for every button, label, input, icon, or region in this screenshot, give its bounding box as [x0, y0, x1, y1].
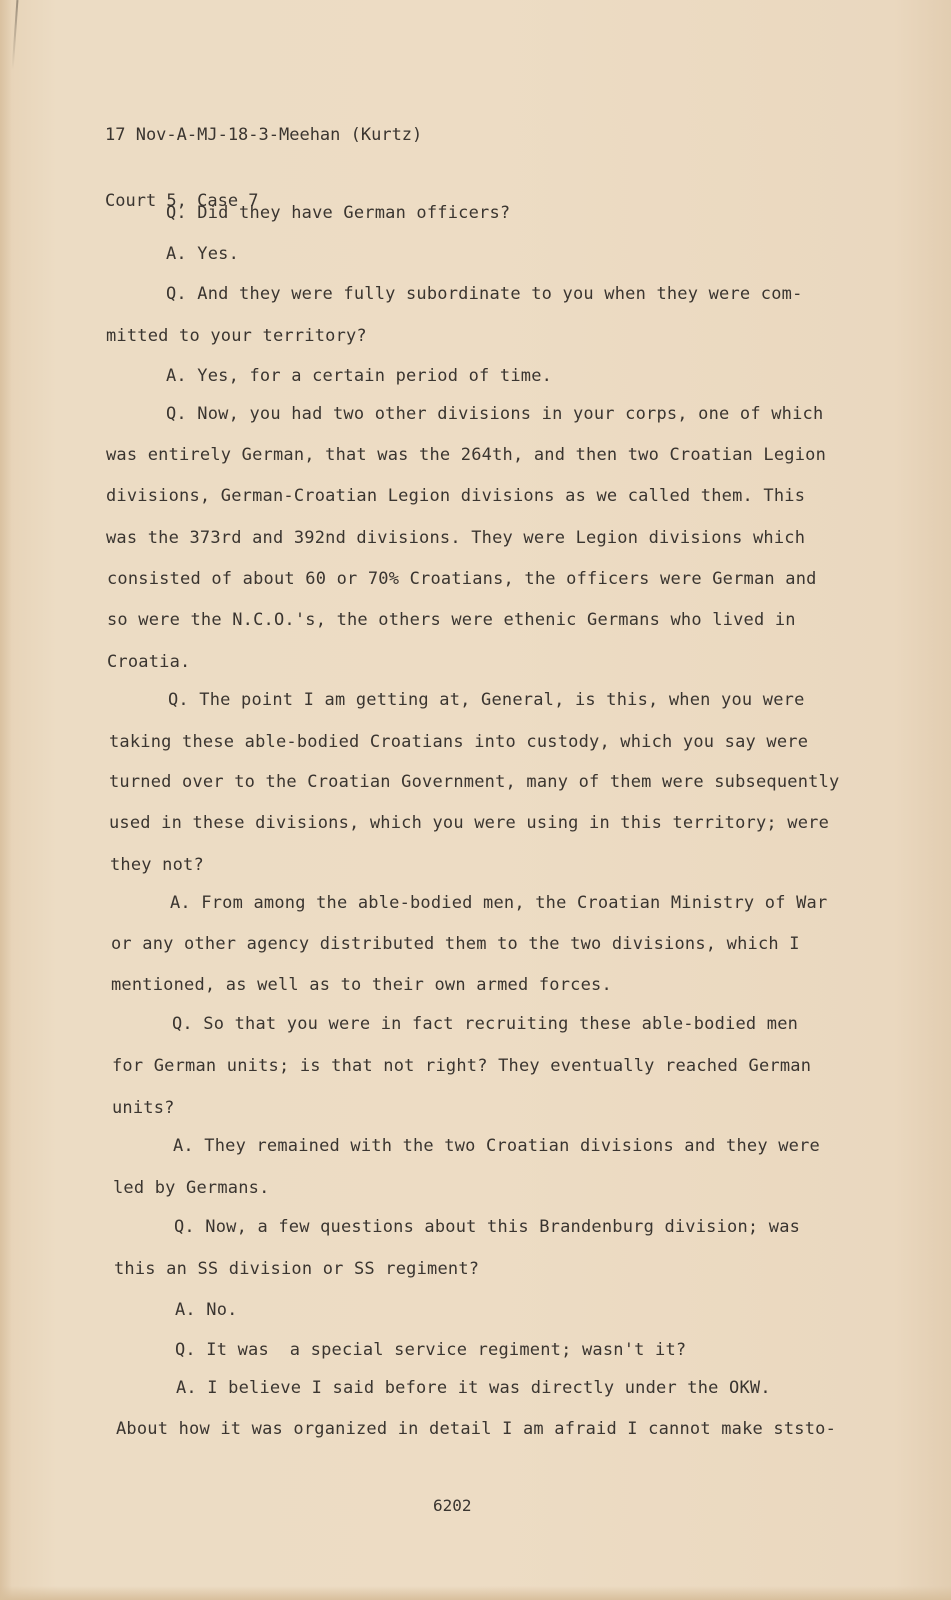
transcript-line: A. No.	[175, 1300, 238, 1320]
transcript-line: led by Germans.	[113, 1178, 270, 1198]
page-edge-shadow	[0, 0, 12, 1600]
transcript-line: was the 373rd and 392nd divisions. They were Legion divisions which	[106, 528, 806, 548]
page-number: 6202	[433, 1496, 472, 1515]
transcript-line: Q. The point I am getting at, General, is this, when you were	[168, 690, 805, 710]
transcript-line: taking these able-bodied Croatians into custody, which you say were	[109, 732, 809, 752]
transcript-line: A. They remained with the two Croatian divisions and they were	[173, 1136, 820, 1156]
transcript-line: A. From among the able-bodied men, the Croatian Ministry of War	[170, 893, 828, 913]
transcript-line: they not?	[110, 855, 204, 875]
transcript-line: used in these divisions, which you were using in this territory; were	[109, 813, 830, 833]
transcript-line: turned over to the Croatian Government, many of them were subsequently	[109, 772, 840, 792]
transcript-line: Croatia.	[107, 652, 191, 672]
transcript-line: mentioned, as well as to their own armed forces.	[111, 975, 612, 995]
page-bottom-shadow	[0, 1586, 951, 1600]
transcript-line: so were the N.C.O.'s, the others were ethenic Germans who lived in	[107, 610, 796, 630]
transcript-line: consisted of about 60 or 70% Croatians, the officers were German and	[107, 569, 817, 589]
transcript-line: Q. Now, you had two other divisions in your corps, one of which	[166, 404, 824, 424]
header-court-case: Court 5, Case 7	[105, 191, 259, 211]
transcript-line: Q. Now, a few questions about this Brandenburg division; was	[174, 1217, 801, 1237]
transcript-line: this an SS division or SS regiment?	[114, 1259, 480, 1279]
transcript-line: units?	[112, 1098, 175, 1118]
transcript-line: A. Yes, for a certain period of time.	[166, 366, 553, 386]
transcript-line: or any other agency distributed them to the two divisions, which I	[111, 934, 800, 954]
transcript-line: Q. So that you were in fact recruiting these able-bodied men	[172, 1014, 799, 1034]
header-reference: 17 Nov-A-MJ-18-3-Meehan (Kurtz)	[105, 125, 423, 145]
transcript-line: Q. Did they have German officers?	[166, 203, 511, 223]
document-header	[105, 80, 422, 256]
margin-pencil-mark	[12, 0, 19, 70]
transcript-line: mitted to your territory?	[106, 326, 367, 346]
transcript-line: About how it was organized in detail I am afraid I cannot make ststo-	[116, 1419, 837, 1439]
transcript-line: Q. And they were fully subordinate to you when they were com-	[166, 284, 803, 304]
transcript-line: Q. It was a special service regiment; wasn't it?	[175, 1340, 687, 1360]
transcript-line: A. Yes.	[166, 244, 240, 264]
transcript-line: divisions, German-Croatian Legion divisions as we called them. This	[106, 486, 806, 506]
transcript-line: A. I believe I said before it was directly under the OKW.	[176, 1378, 771, 1398]
transcript-line: for German units; is that not right? They eventually reached German	[112, 1056, 812, 1076]
transcript-line: was entirely German, that was the 264th, and then two Croatian Legion	[106, 445, 827, 465]
